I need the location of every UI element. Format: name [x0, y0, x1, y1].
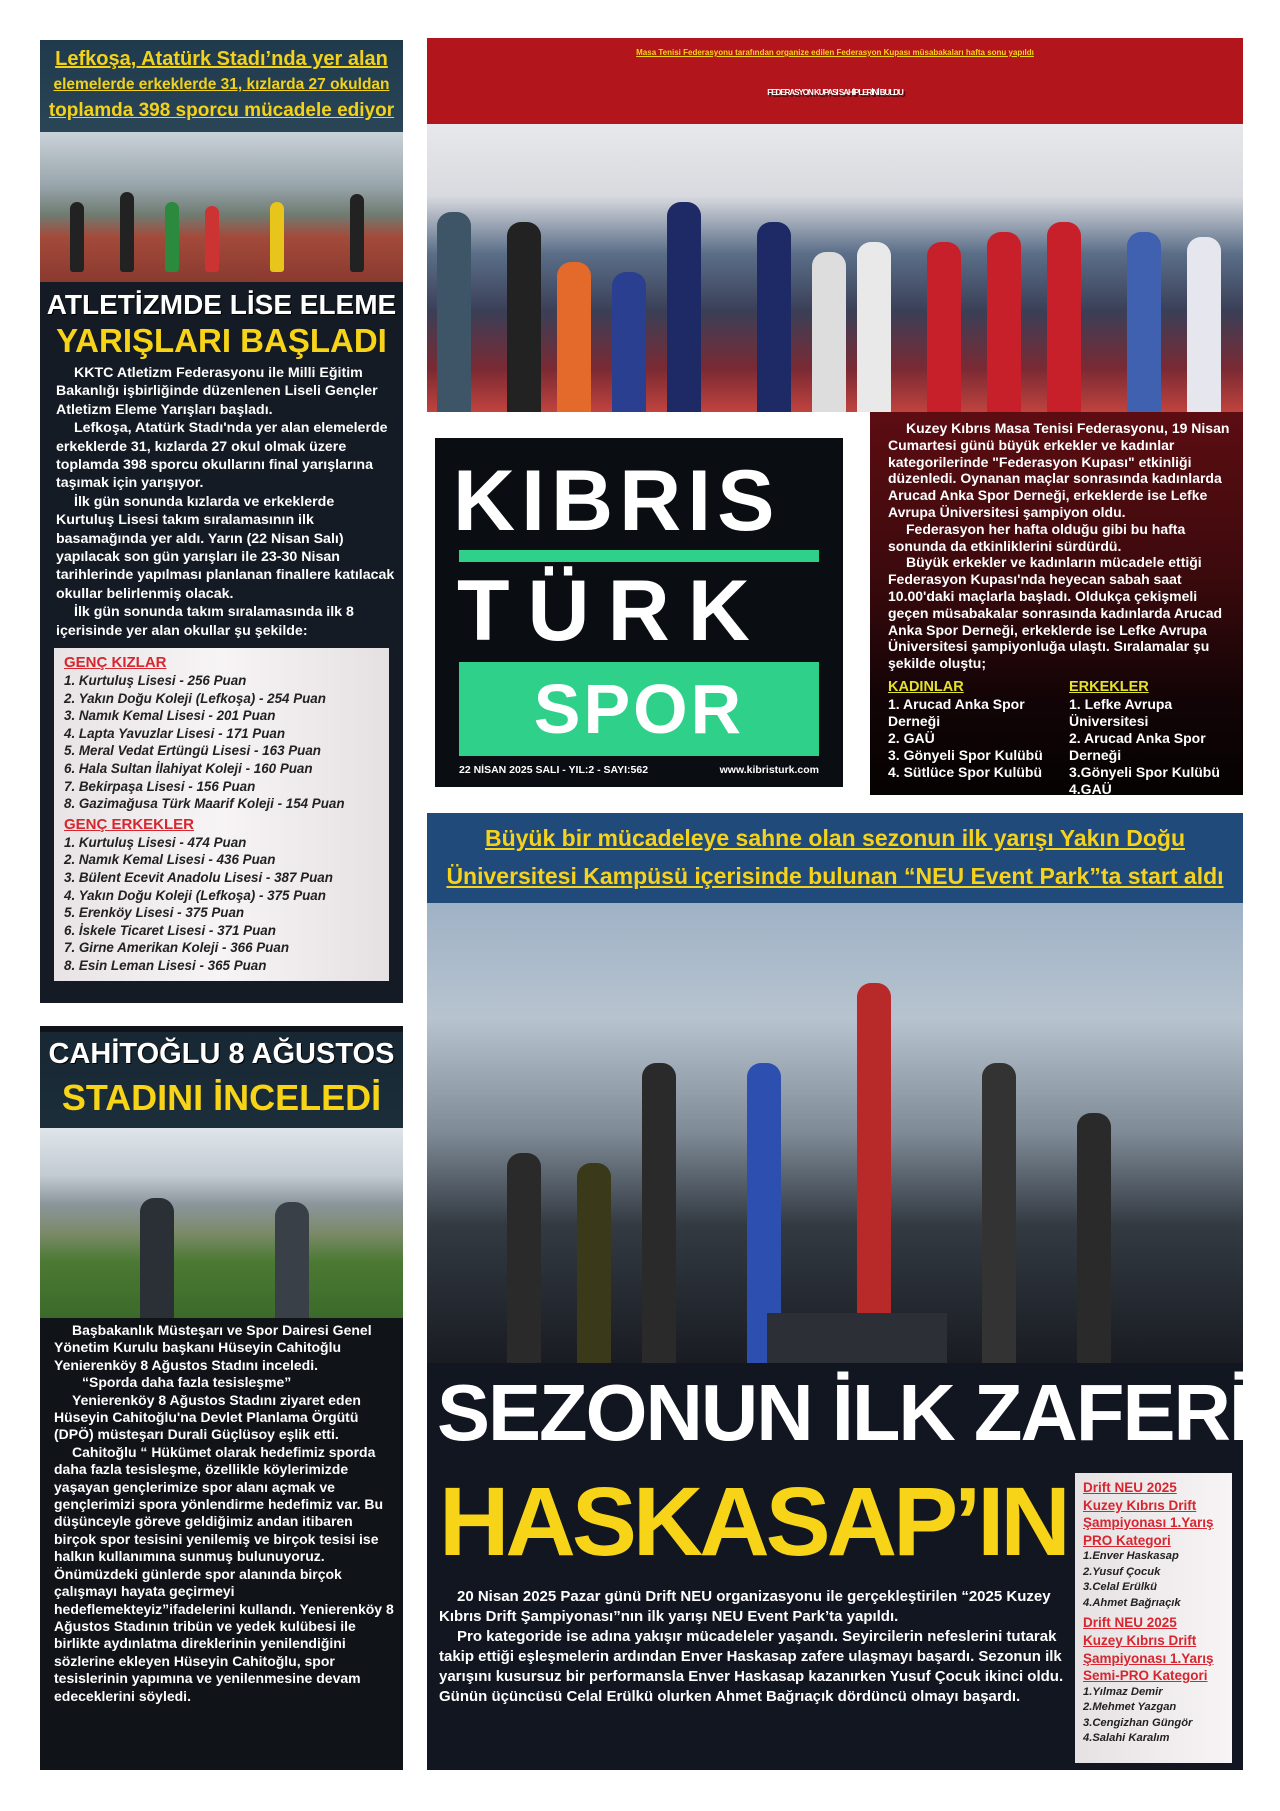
result-item: 3.Celal Erülkü [1083, 1581, 1157, 1594]
result-item: 4.Salahi Karalım [1083, 1732, 1170, 1745]
paragraph: KKTC Atletizm Federasyonu ile Milli Eğitim Bakanlığı işbirliğinde düzenlenen Liseli Gençler Atletizm Eleme Yarışları başladı. [56, 365, 378, 418]
drift-article [427, 813, 1249, 1770]
ranking-item: 3. Namık Kemal Lisesi - 201 Puan [64, 708, 276, 724]
paragraph: Başbakanlık Müsteşarı ve Spor Dairesi Genel Yönetim Kurulu başkanı Hüseyin Cahitoğlu Yenierenköy 8 Ağustos Stadını inceledi. [54, 1322, 372, 1373]
ranking-item: 5. Meral Vedat Ertüngü Lisesi - 163 Puan [64, 743, 321, 759]
logo-line: KIBRIS [453, 453, 781, 549]
result-item: 4.Ahmet Bağrıaçık [1083, 1596, 1181, 1609]
paragraph: Cahitoğlu “ Hükümet olarak hedefimiz sporda daha fazla tesisleşme, özellikle köylerimizde yaşayan gençlerimize spor alanı açmak ve gençlerimizi spora yönlendirme hedefimiz var. Bu düşünceyle göreve geldiğimiz andan itibaren birçok spor tesisini yenilemiş ve birçok tesisi ise halkın kullanımına sunmuş bulunuyoruz. Önümüzdeki günlerde spor alanında birçok çalışmayı hayata geçirmeyi hedeflemekteyiz”ifadelerini kullandı. Yenierenköy 8 Ağustos Stadının tribün ve yedek kulübesi ile birlikte aydınlatma direklerinin yenilendiğini sözlerine ekleyen Hüseyin Cahitoğlu, spor tesislerinin yapımına ve yenilenmesine devam edeceklerini söyledi. [54, 1443, 394, 1704]
kibris-turk-spor-masthead [427, 430, 851, 795]
paragraph: Pro kategoride ise adına yakışır mücadeleler yaşandı. Seyircilerin nefeslerini tutarak takip ettiği eşleşmelerin ardından Enver Haskasap zafere ulaşmayı başardı. Sezonun ilk yarışını kusursuz bir performansla Enver Haskasap kazanırken Yusuf Çocuk ikinci oldu. Günün üçüncüsü Celal Erülkü olurken Ahmet Bağrıaçık dördüncü olmayı başardı. [439, 1628, 1064, 1705]
result-item: 2.Yusuf Çocuk [1083, 1565, 1161, 1578]
paragraph: Kuzey Kıbrıs Masa Tenisi Federasyonu, 19 Nisan Cumartesi günü büyük erkekler ve kadınlar kategorilerinde "Federasyon Kupası" etkinliği düzenledi. Oynanan maçlar sonrasında kadınlarda Arucad Anka Spor Derneği, erkeklerde ise Lefke Avrupa Üniversitesi şampiyon oldu. [888, 420, 1230, 520]
paragraph: Yenierenköy 8 Ağustos Stadını ziyaret eden Hüseyin Cahitoğlu'na Devlet Planlama Örgütü (DPÖ) müsteşarı Durali Güçlüsoy eşlik etti. [54, 1391, 361, 1443]
paragraph: Federasyon her hafta olduğu gibi bu hafta sonunda da etkinliklerini sürdürdü. [888, 520, 1186, 554]
ranking-item: 7. Bekirpaşa Lisesi - 156 Puan [64, 778, 256, 794]
ranking-item: 2. Arucad Anka Spor Derneği [1069, 729, 1206, 763]
results-title: Semi-PRO Kategori [1083, 1668, 1208, 1684]
ranking-item: 1. Arucad Anka Spor Derneği [888, 695, 1025, 729]
logo-line: TÜRK [457, 563, 768, 659]
result-item: 2.Mehmet Yazgan [1083, 1701, 1177, 1714]
results-title: Kuzey Kıbrıs Drift [1083, 1497, 1197, 1513]
table-tennis-headline: FEDERASYON KUPASI SAHİPLERİNİ BULDU [767, 88, 903, 97]
athletics-kicker [40, 40, 403, 132]
ranking-item: 3. Gönyeli Spor Kulübü [888, 746, 1043, 763]
result-item: 1.Enver Haskasap [1083, 1550, 1179, 1563]
results-title: PRO Kategori [1083, 1532, 1171, 1548]
stadium-photo [40, 1128, 403, 1318]
website-link[interactable]: www.kibristurk.com [719, 764, 819, 776]
athletics-body [56, 364, 396, 640]
paragraph: “Sporda daha fazla tesisleşme” [82, 1374, 292, 1391]
paragraph: İlk gün sonunda kızlarda ve erkeklerde Kurtuluş Lisesi takım sıralamasının ilk basamağında yer aldı. Yarın (22 Nisan Salı) yapılacak son gün yarışları ile 23-30 Nisan tarihlerinde yapılması planlanan finallere katılacak okullar belirlenmiş olacak. [56, 493, 395, 602]
athletics-headline [40, 288, 403, 360]
kicker-line: Üniversitesi Kampüsü içerisinde bulunan “NEU Event Park”ta start aldı [446, 863, 1224, 889]
paragraph: 20 Nisan 2025 Pazar günü Drift NEU organizasyonu ile gerçekleştirilen “2025 Kuzey Kıbrıs Drift Şampiyonası”nın ilk yarışı NEU Event Park’ta yapıldı. [439, 1588, 1051, 1625]
rankings-box [54, 648, 389, 981]
women-rankings [888, 678, 1057, 798]
ranking-item: 1. Lefke Avrupa Üniversitesi [1069, 695, 1173, 729]
results-title: Şampiyonası 1.Yarış [1083, 1650, 1214, 1666]
ranking-item: 6. İskele Ticaret Lisesi - 371 Puan [64, 922, 276, 938]
women-title: KADINLAR [888, 678, 964, 695]
ranking-item: 2. Yakın Doğu Koleji (Lefkoşa) - 254 Puan [64, 690, 326, 706]
headline-line: STADINI İNCELEDİ [61, 1077, 382, 1118]
ranking-item: 8. Gazimağusa Türk Maarif Koleji - 154 Puan [64, 796, 345, 812]
table-tennis-article [870, 412, 1243, 795]
ranking-item: 1. Kurtuluş Lisesi - 256 Puan [64, 673, 247, 689]
drift-headline-winner: HASKASAP’IN [439, 1467, 1067, 1576]
paragraph: İlk gün sonunda takım sıralamasında ilk 8 içerisinde yer alan okullar şu şekilde: [56, 604, 354, 639]
ranking-item: 2. Namık Kemal Lisesi - 436 Puan [64, 852, 276, 868]
table-tennis-header [427, 38, 1243, 412]
drift-headline: SEZONUN İLK ZAFERİ [437, 1368, 1249, 1457]
kicker-line: Büyük bir mücadeleye sahne olan sezonun ilk yarışı Yakın Doğu [484, 825, 1186, 851]
ranking-item: 3. Bülent Ecevit Anadolu Lisesi - 387 Puan [64, 870, 333, 886]
drift-kicker [427, 813, 1243, 903]
results-title: Drift NEU 2025 [1083, 1480, 1177, 1495]
headline-line: CAHİTOĞLU 8 AĞUSTOS [48, 1038, 395, 1070]
ranking-item: 4. Lapta Yavuzlar Lisesi - 171 Puan [64, 725, 286, 741]
men-title: ERKEKLER [1069, 678, 1149, 695]
results-title: Drift NEU 2025 [1083, 1615, 1177, 1631]
ranking-item: 5. Erenköy Lisesi - 375 Puan [64, 905, 245, 921]
drift-podium-photo [427, 903, 1243, 1363]
results-title: Kuzey Kıbrıs Drift [1083, 1632, 1197, 1648]
ranking-item: 4. Sütlüce Spor Kulübü [888, 763, 1043, 780]
stadium-headline [40, 1032, 403, 1128]
stadium-body [54, 1322, 396, 1705]
ranking-item: 4. Yakın Doğu Koleji (Lefkoşa) - 375 Puan [64, 887, 326, 903]
ranking-item: 6. Hala Sultan İlahiyat Koleji - 160 Puan [64, 761, 313, 777]
girls-title: GENÇ KIZLAR [64, 654, 167, 672]
table-tennis-kicker: Masa Tenisi Federasyonu tarafından organize edilen Federasyon Kupası müsabakaları hafta sonu yapıldı [636, 48, 1034, 57]
athletics-article [40, 40, 403, 1003]
logo-bar [459, 550, 819, 562]
ranking-item: 2. GAÜ [888, 729, 935, 746]
drift-results-box [1075, 1473, 1232, 1763]
kicker-line: toplamda 398 sporcu mücadele ediyor [48, 100, 395, 121]
paragraph: Büyük erkekler ve kadınların mücadele ettiği Federasyon Kupası'nda heyecan sabah saat 10.00'daki maçlarla başladı. Oldukça çekişmeli geçen müsabakalar sonrasında kadınlarda Arucad Anka Spor Derneği, erkeklerde ise Lefke Avrupa Üniversitesi şampiyonluğa ulaştı. Sıralamalar şu şekilde oluştu; [888, 554, 1223, 672]
ranking-item: 8. Esin Leman Lisesi - 365 Puan [64, 958, 267, 973]
boys-title: GENÇ ERKEKLER [64, 815, 195, 833]
result-item: 3.Cengizhan Güngör [1083, 1716, 1193, 1729]
stadium-article [40, 1026, 403, 1770]
ranking-item: 1. Kurtuluş Lisesi - 474 Puan [64, 834, 247, 850]
results-title: Şampiyonası 1.Yarış [1083, 1515, 1214, 1531]
athletics-photo [40, 132, 403, 282]
result-item: 1.Yılmaz Demir [1083, 1685, 1163, 1698]
table-tennis-photo [427, 124, 1243, 412]
ranking-item: 7. Girne Amerikan Koleji - 366 Puan [64, 940, 289, 956]
ranking-item: 3.Gönyeli Spor Kulübü [1069, 763, 1220, 780]
headline-line: YARIŞLARI BAŞLADI [56, 322, 387, 359]
ranking-item: 4.GAÜ [1069, 780, 1112, 797]
headline-line: ATLETİZMDE LİSE ELEME [46, 289, 397, 320]
logo-spor: SPOR [459, 662, 819, 756]
men-rankings [1069, 678, 1238, 798]
kicker-line: elemelerde erkeklerde 31, kızlarda 27 okuldan [53, 76, 390, 93]
drift-body [439, 1587, 1069, 1707]
kicker-line: Lefkoşa, Atatürk Stadı’nda yer alan [55, 48, 388, 70]
issue-info: 22 NİSAN 2025 SALI - YIL:2 - SAYI:562 [459, 764, 649, 776]
paragraph: Lefkoşa, Atatürk Stadı'nda yer alan elemelerde erkeklerde 31, kızlarda 27 okul olmak üzere toplamda 398 sporcu okullarını final yarışlarına taşımak için yarışıyor. [56, 420, 388, 492]
